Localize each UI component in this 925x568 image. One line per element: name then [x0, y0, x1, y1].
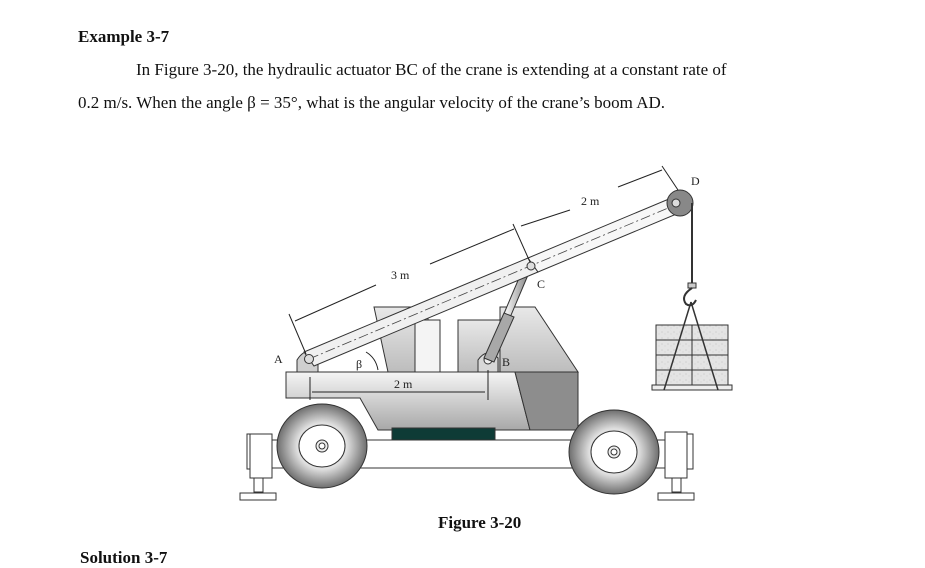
figure-caption: Figure 3-20	[438, 513, 522, 532]
dimension-AB-label: 2 m	[394, 377, 413, 391]
label-C: C	[537, 277, 546, 291]
label-A: A	[274, 352, 283, 366]
label-B: B	[502, 355, 511, 369]
wheel-left	[277, 404, 367, 488]
dimension-AC-label: 3 m	[391, 268, 410, 282]
problem-text-line-2: 0.2 m/s. When the angle β = 35°, what is the angular velocity of the crane’s boom AD.	[78, 93, 666, 112]
problem-text-line-1: In Figure 3-20, the hydraulic actuator BC of the crane is extending at a constant rate of	[136, 60, 727, 79]
label-beta: β	[356, 357, 363, 371]
example-heading: Example 3-7	[78, 27, 170, 46]
next-section-heading-cut: Solution 3-7	[80, 548, 168, 567]
hook-and-load	[652, 283, 732, 390]
outrigger-left	[240, 434, 276, 500]
wheel-right	[569, 410, 659, 494]
dimension-CD-label: 2 m	[581, 194, 600, 208]
sheave-D	[667, 190, 693, 285]
label-D: D	[691, 174, 700, 188]
